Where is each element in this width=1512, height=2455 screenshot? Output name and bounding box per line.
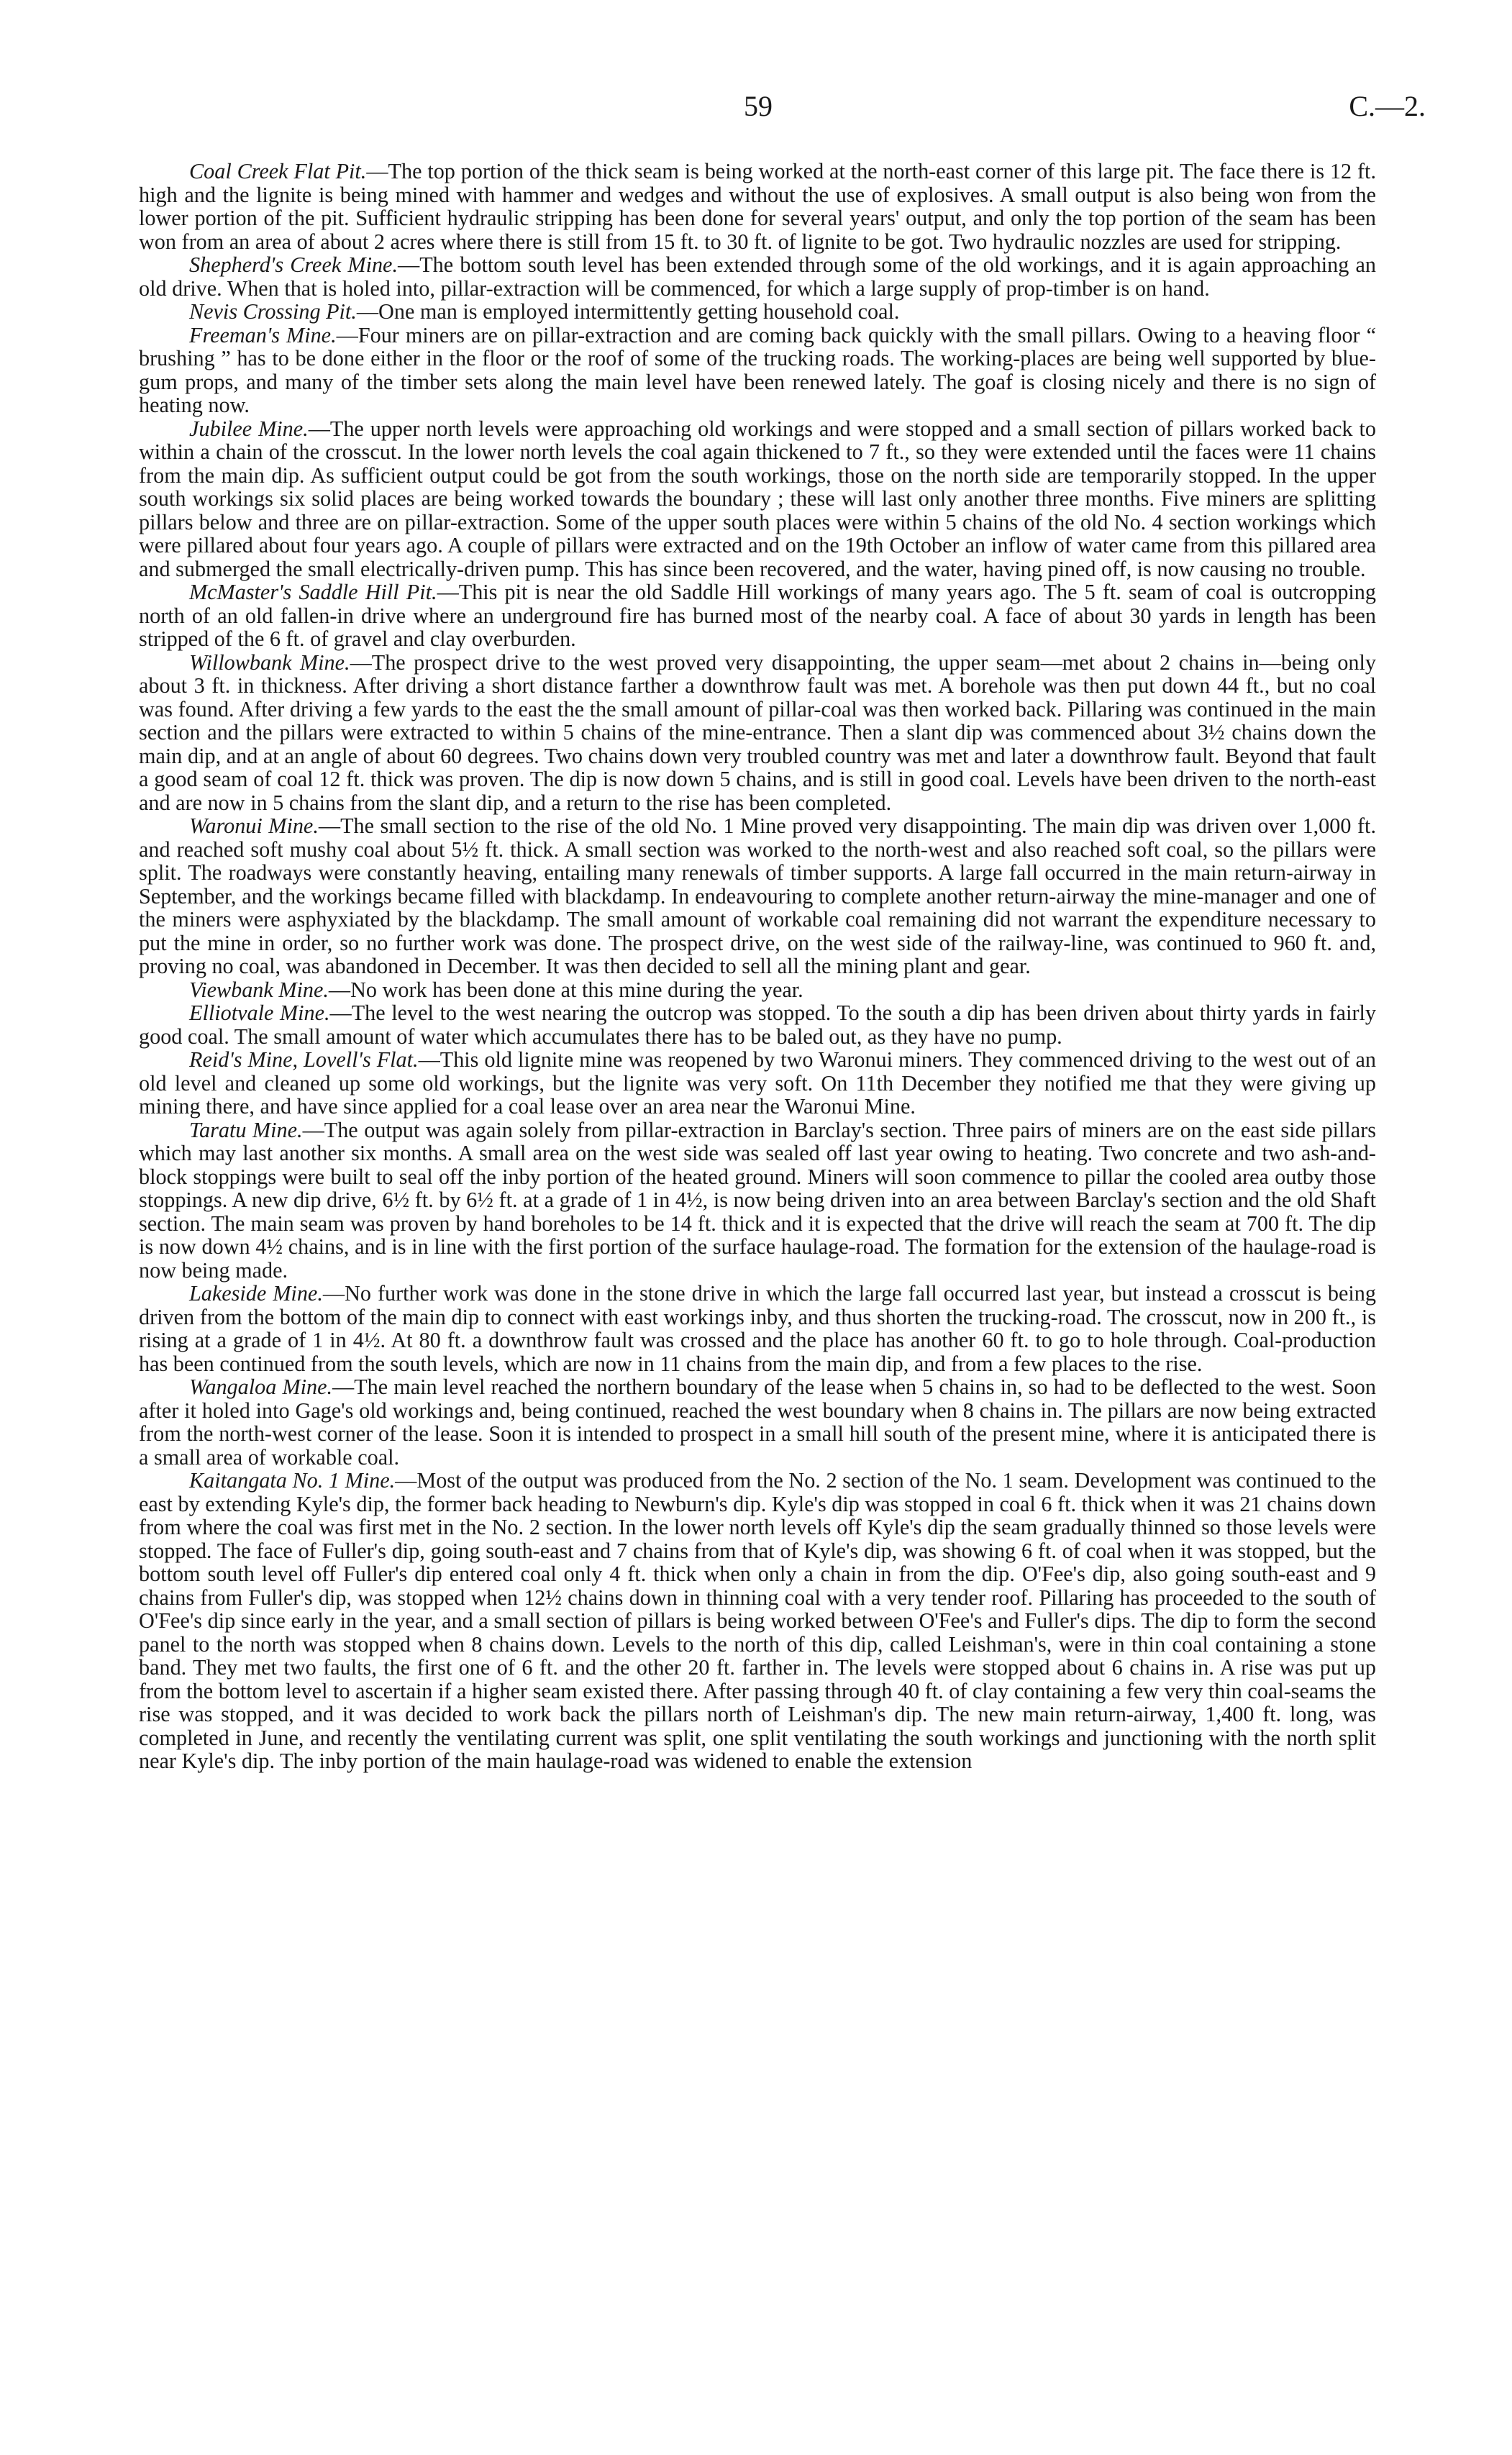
paragraph-title: McMaster's Saddle Hill Pit. [189,580,437,604]
paragraph-text: —The upper north levels were approaching old workings and were stopped and a small section of pillars worked back to within a chain of the crosscut. In the lower north levels the coal again thickened to 7 ft., so they were extended until the faces were 11 chains from the main dip. As sufficient output could be got from the south workings, those on the north side are temporarily stopped. In the upper south workings six solid places are being worked towards the boundary ; these will last only another three months. Five miners are splitting pillars below and three are on pillar-extraction. Some of the upper south places were within 5 chains of the old No. 4 section workings which were pillared about four years ago. A couple of pillars were extracted and on the 19th October an inflow of water came from this pillared area and submerged the small electrically-driven pump. This has since been recovered, and the water, having pined off, is now causing no trouble. [139,416,1376,581]
paragraph-jubilee-mine [139,417,1376,581]
paragraph-nevis-crossing-pit [139,300,1376,324]
paragraph-title: Viewbank Mine. [189,977,329,1002]
paragraph-text: —No further work was done in the stone drive in which the large fall occurred last year, but instead a crosscut is being driven from the bottom of the main dip to connect with east workings inby, and thus shorten the trucking-road. The crosscut, now in 200 ft., is rising at a grade of 1 in 4½. At 80 ft. a downthrow fault was crossed and the place has another 60 ft. to go to hole through. Coal-production has been continued from the south levels, which are now in 11 chains from the main dip, and from a few places to the rise. [139,1281,1376,1376]
paragraph-elliotvale-mine [139,1001,1376,1048]
paragraph-freemans-mine [139,324,1376,417]
paragraph-text: —This pit is near the old Saddle Hill workings of many years ago. The 5 ft. seam of coal is outcropping north of an old fallen-in drive where an underground fire has burned most of the nearby coal. A face of about 30 yards in length has been stripped of the 6 ft. of gravel and clay overburden. [139,580,1376,651]
paragraph-title: Reid's Mine, Lovell's Flat. [189,1047,419,1072]
paragraph-text: —The bottom south level has been extended through some of the old workings, and it is again approaching an old drive. When that is holed into, pillar-extraction will be commenced, for which a large supply of prop-timber is on hand. [139,252,1376,301]
page-header [0,86,1512,129]
paragraph-text: —Four miners are on pillar-extraction and are coming back quickly with the small pillars. Owing to a heaving floor “ brushing ” has to be done either in the floor or the roof of some of the trucking roads. The working-places are being well supported by blue-gum props, and many of the timber sets along the main level have been renewed lately. The goaf is closing nicely and there is no sign of heating now. [139,322,1377,417]
paragraph-text: —One man is employed intermittently getting household coal. [356,299,900,324]
paragraph-text: —This old lignite mine was reopened by two Waronui miners. They commenced driving to the west out of an old level and cleaned up some old workings, but the lignite was very soft. On 11th December they notified me that they were giving up mining there, and have since applied for a coal lease over an area near the Waronui Mine. [139,1047,1377,1119]
report-body [139,160,1376,1773]
paragraph-title: Jubilee Mine. [189,416,309,441]
paragraph-text: —The top portion of the thick seam is being worked at the north-east corner of this large pit. The face there is 12 ft. high and the lignite is being mined with hammer and wedges and without the use of explosives. A small output is also being won from the lower portion of the pit. Sufficient hydraulic stripping has been done for several years' output, and only the top portion of the seam has been won from an area of about 2 acres where there is still from 15 ft. to 30 ft. of lignite to be got. Two hydraulic nozzles are used for stripping. [139,159,1376,254]
paragraph-lakeside-mine [139,1282,1376,1375]
paragraph-text: —The output was again solely from pillar-extraction in Barclay's section. Three pairs of miners are on the east side pillars which may last another six months. A small area on the west side was sealed off last year owing to heating. Two concrete and two ash-and-block stoppings were built to seal off the inby portion of the heated ground. Miners will soon commence to pillar the cooled area outby those stoppings. A new dip drive, 6½ ft. by 6½ ft. at a grade of 1 in 4½, is now being driven into an area between Barclay's section and the old Shaft section. The main seam was proven by hand boreholes to be 14 ft. thick and it is expected that the drive will reach the seam at 700 ft. The dip is now down 4½ chains, and is in line with the first portion of the surface haulage-road. The formation for the extension of the haulage-road is now being made. [139,1117,1376,1283]
paragraph-title: Wangaloa Mine. [189,1375,333,1399]
paragraph-kaitangata-no-1-mine [139,1469,1376,1773]
paragraph-taratu-mine [139,1119,1376,1283]
paragraph-text: —The level to the west nearing the outcrop was stopped. To the south a dip has been driven about thirty yards in fairly good coal. The small amount of water which accumulates there has to be baled out, as they have no pump. [139,1001,1376,1049]
paragraph-wangaloa-mine [139,1375,1376,1469]
paragraph-title: Elliotvale Mine. [189,1001,330,1025]
paragraph-reids-mine [139,1048,1376,1119]
page-number: 59 [744,90,773,122]
paragraph-title: Shepherd's Creek Mine. [189,252,399,277]
paragraph-text: —No work has been done at this mine during the year. [328,977,803,1002]
paragraph-text: —Most of the output was produced from the No. 2 section of the No. 1 seam. Development was continued to the east by extending Kyle's dip, the former back heading to Newburn's dip. Kyle's dip was stopped in coal 6 ft. thick when it was 21 chains down from where the coal was first met in the No. 2 section. In the lower north levels off Kyle's dip the seam gradually thinned so those levels were stopped. The face of Fuller's dip, going south-east and 7 chains from that of Kyle's dip, was showing 6 ft. of coal when it was stopped, but the bottom south level off Fuller's dip entered coal only 4 ft. thick when only a chain in from the dip. O'Fee's dip, also going south-east and 9 chains from Fuller's dip, was stopped when 12½ chains down in thinning coal with a very tender roof. Pillaring has proceeded to the south of O'Fee's dip since early in the year, and a small section of pillars is being worked between O'Fee's and Fuller's dips. The dip to form the second panel to the north was stopped when 8 chains down. Levels to the north of this dip, called Leishman's, were in thin coal containing a stone band. They met two faults, the first one of 6 ft. and the other 20 ft. farther in. The levels were stopped about 6 chains in. A rise was put up from the bottom level to ascertain if a higher seam existed there. After passing through 40 ft. of clay containing a few very thin coal-seams the rise was stopped, and it was decided to work back the pillars north of Leishman's dip. The new main return-airway, 1,400 ft. long, was completed in June, and recently the ventilating current was split, one split ventilating the south workings and junctioning with the north split near Kyle's dip. The inby portion of the main haulage-road was widened to enable the extension [139,1468,1376,1773]
paragraph-title: Nevis Crossing Pit. [189,299,357,324]
paragraph-text: —The prospect drive to the west proved very disappointing, the upper seam—met about 2 chains in—being only about 3 ft. in thickness. After driving a short distance farther a downthrow fault was met. A borehole was then put down 44 ft., but no coal was found. After driving a few yards to the east the the small amount of pillar-coal was then worked back. Pillaring was continued in the main section and the pillars were extracted to within 5 chains of the mine-entrance. Then a slant dip was commenced about 3½ chains down the main dip, and at an angle of about 60 degrees. Two chains down very troubled country was met and later a downthrow fault. Beyond that fault a good seam of coal 12 ft. thick was proven. The dip is now down 5 chains, and is still in good coal. Levels have been driven to the north-east and are now in 5 chains from the slant dip, and a return to the rise has been completed. [139,650,1376,815]
paragraph-title: Kaitangata No. 1 Mine. [189,1468,396,1493]
paragraph-shepherds-creek-mine [139,253,1376,300]
paragraph-text: —The small section to the rise of the old No. 1 Mine proved very disappointing. The main dip was driven over 1,000 ft. and reached soft mushy coal about 5½ ft. thick. A small section was worked to the north-west and also reached soft coal, so the pillars were split. The roadways were constantly heaving, entailing many renewals of timber supports. A large fall occurred in the main return-airway in September, and the workings became filled with blackdamp. In endeavouring to complete another return-airway the mine-manager and one of the miners were asphyxiated by the blackdamp. The small amount of workable coal remaining did not warrant the expenditure necessary to put the mine in order, so no further work was done. The prospect drive, on the west side of the railway-line, was continued to 960 ft. and, proving no coal, was abandoned in December. It was then decided to sell all the mining plant and gear. [139,814,1376,978]
document-reference: C.—2. [1349,90,1426,122]
paragraph-title: Taratu Mine. [189,1117,303,1142]
paragraph-waronui-mine [139,814,1376,978]
paragraph-title: Coal Creek Flat Pit. [189,159,367,183]
paragraph-coal-creek-flat-pit [139,160,1376,253]
paragraph-title: Waronui Mine. [189,814,319,838]
paragraph-willowbank-mine [139,651,1376,815]
paragraph-viewbank-mine [139,978,1376,1002]
paragraph-title: Lakeside Mine. [189,1281,323,1306]
paragraph-text: —The main level reached the northern boundary of the lease when 5 chains in, so had to be deflected to the west. Soon after it holed into Gage's old workings and, being continued, reached the west boundary when 8 chains in. The pillars are now being extracted from the north-west corner of the lease. Soon it is intended to prospect in a small hill south of the present mine, where it is anticipated there is a small area of workable coal. [139,1375,1376,1470]
paragraph-title: Freeman's Mine. [189,322,337,347]
paragraph-mcmasters-saddle-hill-pit [139,580,1376,651]
paragraph-title: Willowbank Mine. [189,650,350,675]
